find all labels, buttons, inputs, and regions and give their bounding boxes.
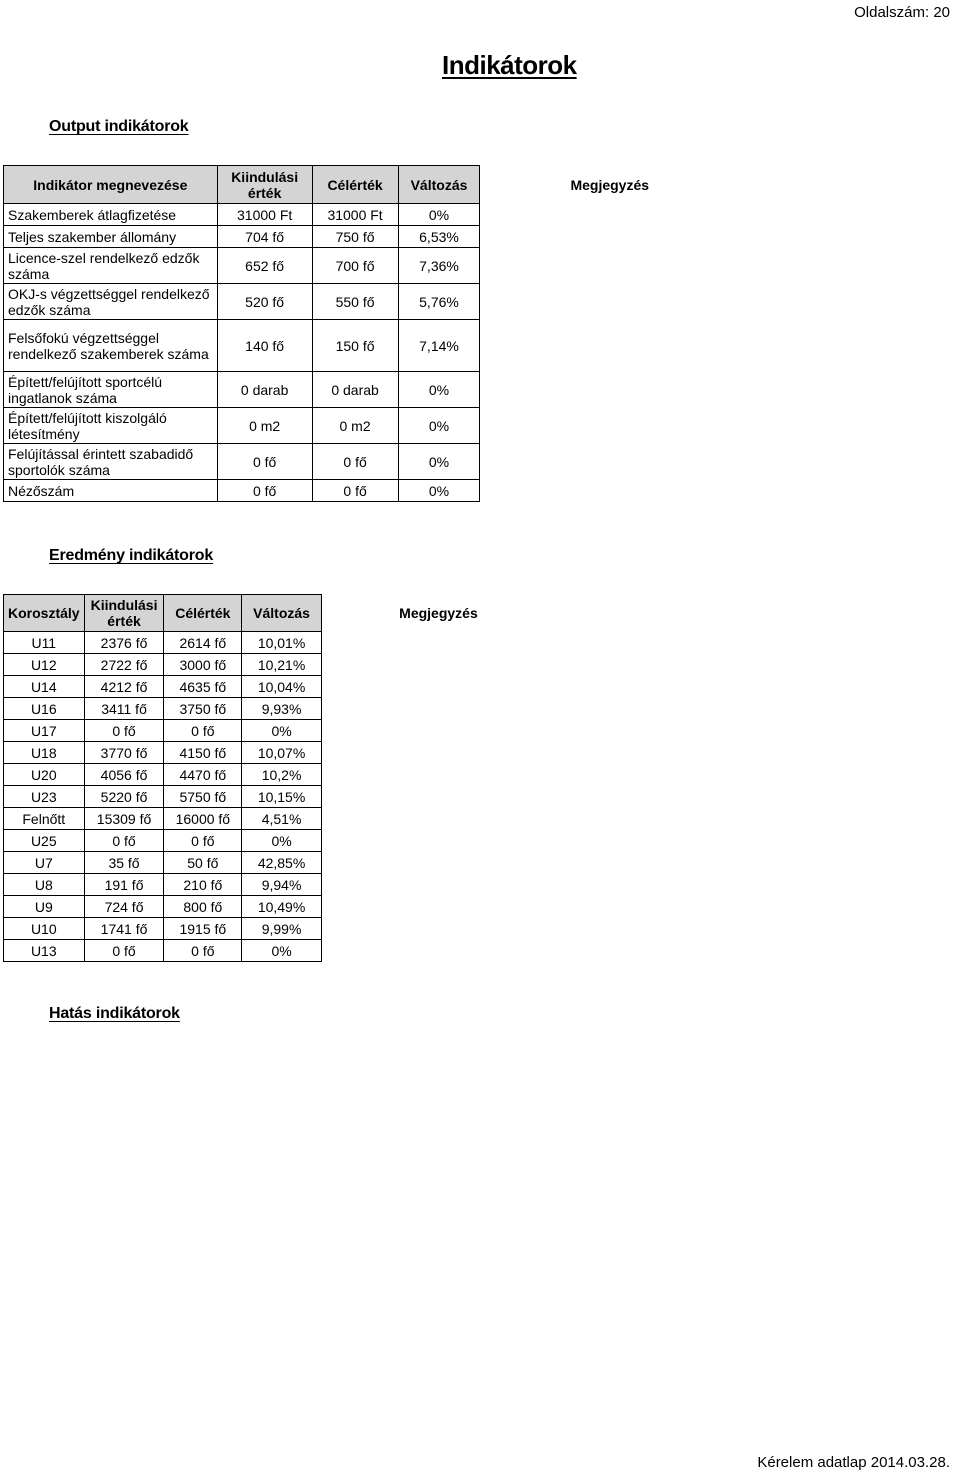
output-indicators-table <box>3 165 740 502</box>
table-row <box>4 852 556 874</box>
table-row <box>4 896 556 918</box>
notes-cell <box>321 940 555 962</box>
indicator-name-cell: Felújítással érintett szabadidő sportolók száma <box>4 444 218 480</box>
target-value-cell: 5750 fő <box>164 786 242 808</box>
notes-cell <box>321 720 555 742</box>
target-value-cell: 210 fő <box>164 874 242 896</box>
age-group-cell: U12 <box>4 654 85 676</box>
impact-section-title: Hatás indikátorok <box>49 1005 180 1022</box>
result-indicators-table <box>3 594 556 962</box>
change-cell: 0% <box>242 940 322 962</box>
age-group-cell: U18 <box>4 742 85 764</box>
footer-note: Kérelem adatlap 2014.03.28. <box>757 1454 950 1471</box>
base-value-cell: 4056 fő <box>84 764 164 786</box>
table-row <box>4 204 740 226</box>
table-row <box>4 284 740 320</box>
base-value-cell: 704 fő <box>217 226 312 248</box>
target-value-cell: 0 m2 <box>312 408 398 444</box>
target-value-cell: 800 fő <box>164 896 242 918</box>
change-cell: 42,85% <box>242 852 322 874</box>
notes-cell <box>321 676 555 698</box>
notes-cell <box>321 808 555 830</box>
change-cell: 0% <box>398 372 480 408</box>
table-row <box>4 698 556 720</box>
table-row <box>4 786 556 808</box>
table-header-row <box>4 595 556 632</box>
change-cell: 0% <box>242 720 322 742</box>
header-change: Változás <box>398 166 480 204</box>
base-value-cell: 0 fő <box>217 480 312 502</box>
base-value-cell: 0 fő <box>217 444 312 480</box>
age-group-cell: U23 <box>4 786 85 808</box>
base-value-cell: 0 fő <box>84 940 164 962</box>
target-value-cell: 3750 fő <box>164 698 242 720</box>
base-value-cell: 191 fő <box>84 874 164 896</box>
table-row <box>4 742 556 764</box>
header-notes: Megjegyzés <box>321 595 555 632</box>
indicator-name-cell: Nézőszám <box>4 480 218 502</box>
output-section-title: Output indikátorok <box>49 118 189 135</box>
target-value-cell: 1915 fő <box>164 918 242 940</box>
age-group-cell: U20 <box>4 764 85 786</box>
page-number: Oldalszám: 20 <box>854 4 950 21</box>
table-row <box>4 408 740 444</box>
header-age-group: Korosztály <box>4 595 85 632</box>
base-value-cell: 0 fő <box>84 720 164 742</box>
change-cell: 10,15% <box>242 786 322 808</box>
change-cell: 5,76% <box>398 284 480 320</box>
change-cell: 10,04% <box>242 676 322 698</box>
notes-cell <box>480 408 740 444</box>
indicator-name-cell: OKJ-s végzettséggel rendelkező edzők száma <box>4 284 218 320</box>
age-group-cell: Felnőtt <box>4 808 85 830</box>
notes-cell <box>321 786 555 808</box>
table-row <box>4 764 556 786</box>
age-group-cell: U7 <box>4 852 85 874</box>
table-row <box>4 918 556 940</box>
table-row <box>4 480 740 502</box>
notes-cell <box>321 632 555 654</box>
change-cell: 0% <box>398 444 480 480</box>
indicator-name-cell: Licence-szel rendelkező edzők száma <box>4 248 218 284</box>
table-row <box>4 632 556 654</box>
change-cell: 10,49% <box>242 896 322 918</box>
change-cell: 4,51% <box>242 808 322 830</box>
target-value-cell: 16000 fő <box>164 808 242 830</box>
table-row <box>4 248 740 284</box>
base-value-cell: 0 fő <box>84 830 164 852</box>
notes-cell <box>480 444 740 480</box>
indicator-name-cell: Épített/felújított kiszolgáló létesítmény <box>4 408 218 444</box>
age-group-cell: U13 <box>4 940 85 962</box>
age-group-cell: U25 <box>4 830 85 852</box>
header-indicator-name: Indikátor megnevezése <box>4 166 218 204</box>
target-value-cell: 700 fő <box>312 248 398 284</box>
target-value-cell: 0 darab <box>312 372 398 408</box>
target-value-cell: 4635 fő <box>164 676 242 698</box>
base-value-cell: 724 fő <box>84 896 164 918</box>
notes-cell <box>321 764 555 786</box>
target-value-cell: 3000 fő <box>164 654 242 676</box>
age-group-cell: U10 <box>4 918 85 940</box>
age-group-cell: U17 <box>4 720 85 742</box>
notes-cell <box>321 918 555 940</box>
base-value-cell: 0 darab <box>217 372 312 408</box>
table-header-row <box>4 166 740 204</box>
base-value-cell: 4212 fő <box>84 676 164 698</box>
change-cell: 10,01% <box>242 632 322 654</box>
indicator-name-cell: Felsőfokú végzettséggel rendelkező szakemberek száma <box>4 320 218 372</box>
table-row <box>4 372 740 408</box>
base-value-cell: 0 m2 <box>217 408 312 444</box>
change-cell: 10,07% <box>242 742 322 764</box>
target-value-cell: 0 fő <box>164 720 242 742</box>
target-value-cell: 550 fő <box>312 284 398 320</box>
notes-cell <box>321 852 555 874</box>
indicator-name-cell: Teljes szakember állomány <box>4 226 218 248</box>
table-row <box>4 226 740 248</box>
notes-cell <box>321 698 555 720</box>
base-value-cell: 520 fő <box>217 284 312 320</box>
table-row <box>4 320 740 372</box>
table-row <box>4 808 556 830</box>
header-target-value: Célérték <box>164 595 242 632</box>
target-value-cell: 150 fő <box>312 320 398 372</box>
page-title: Indikátorok <box>442 50 577 80</box>
target-value-cell: 0 fő <box>164 830 242 852</box>
change-cell: 0% <box>242 830 322 852</box>
target-value-cell: 2614 fő <box>164 632 242 654</box>
notes-cell <box>321 742 555 764</box>
change-cell: 9,99% <box>242 918 322 940</box>
target-value-cell: 4150 fő <box>164 742 242 764</box>
target-value-cell: 750 fő <box>312 226 398 248</box>
target-value-cell: 0 fő <box>164 940 242 962</box>
notes-cell <box>480 284 740 320</box>
target-value-cell: 4470 fő <box>164 764 242 786</box>
target-value-cell: 0 fő <box>312 444 398 480</box>
change-cell: 7,14% <box>398 320 480 372</box>
change-cell: 0% <box>398 408 480 444</box>
change-cell: 10,2% <box>242 764 322 786</box>
notes-cell <box>480 320 740 372</box>
age-group-cell: U16 <box>4 698 85 720</box>
base-value-cell: 3411 fő <box>84 698 164 720</box>
age-group-cell: U8 <box>4 874 85 896</box>
table-row <box>4 940 556 962</box>
notes-cell <box>480 248 740 284</box>
change-cell: 7,36% <box>398 248 480 284</box>
base-value-cell: 31000 Ft <box>217 204 312 226</box>
notes-cell <box>480 226 740 248</box>
base-value-cell: 2376 fő <box>84 632 164 654</box>
notes-cell <box>480 204 740 226</box>
target-value-cell: 50 fő <box>164 852 242 874</box>
header-base-value: Kiindulási érték <box>217 166 312 204</box>
indicator-name-cell: Épített/felújított sportcélú ingatlanok száma <box>4 372 218 408</box>
change-cell: 9,93% <box>242 698 322 720</box>
table-row <box>4 874 556 896</box>
notes-cell <box>321 830 555 852</box>
base-value-cell: 35 fő <box>84 852 164 874</box>
base-value-cell: 3770 fő <box>84 742 164 764</box>
table-row <box>4 830 556 852</box>
header-base-value: Kiindulási érték <box>84 595 164 632</box>
target-value-cell: 0 fő <box>312 480 398 502</box>
base-value-cell: 5220 fő <box>84 786 164 808</box>
change-cell: 10,21% <box>242 654 322 676</box>
table-row <box>4 444 740 480</box>
change-cell: 9,94% <box>242 874 322 896</box>
age-group-cell: U9 <box>4 896 85 918</box>
indicator-name-cell: Szakemberek átlagfizetése <box>4 204 218 226</box>
base-value-cell: 2722 fő <box>84 654 164 676</box>
notes-cell <box>480 372 740 408</box>
change-cell: 6,53% <box>398 226 480 248</box>
change-cell: 0% <box>398 480 480 502</box>
header-target-value: Célérték <box>312 166 398 204</box>
table-row <box>4 720 556 742</box>
table-row <box>4 676 556 698</box>
header-notes: Megjegyzés <box>480 166 740 204</box>
notes-cell <box>321 874 555 896</box>
notes-cell <box>321 654 555 676</box>
result-section-title: Eredmény indikátorok <box>49 547 214 564</box>
notes-cell <box>480 480 740 502</box>
age-group-cell: U11 <box>4 632 85 654</box>
age-group-cell: U14 <box>4 676 85 698</box>
base-value-cell: 15309 fő <box>84 808 164 830</box>
base-value-cell: 140 fő <box>217 320 312 372</box>
change-cell: 0% <box>398 204 480 226</box>
table-row <box>4 654 556 676</box>
header-change: Változás <box>242 595 322 632</box>
notes-cell <box>321 896 555 918</box>
target-value-cell: 31000 Ft <box>312 204 398 226</box>
base-value-cell: 1741 fő <box>84 918 164 940</box>
base-value-cell: 652 fő <box>217 248 312 284</box>
